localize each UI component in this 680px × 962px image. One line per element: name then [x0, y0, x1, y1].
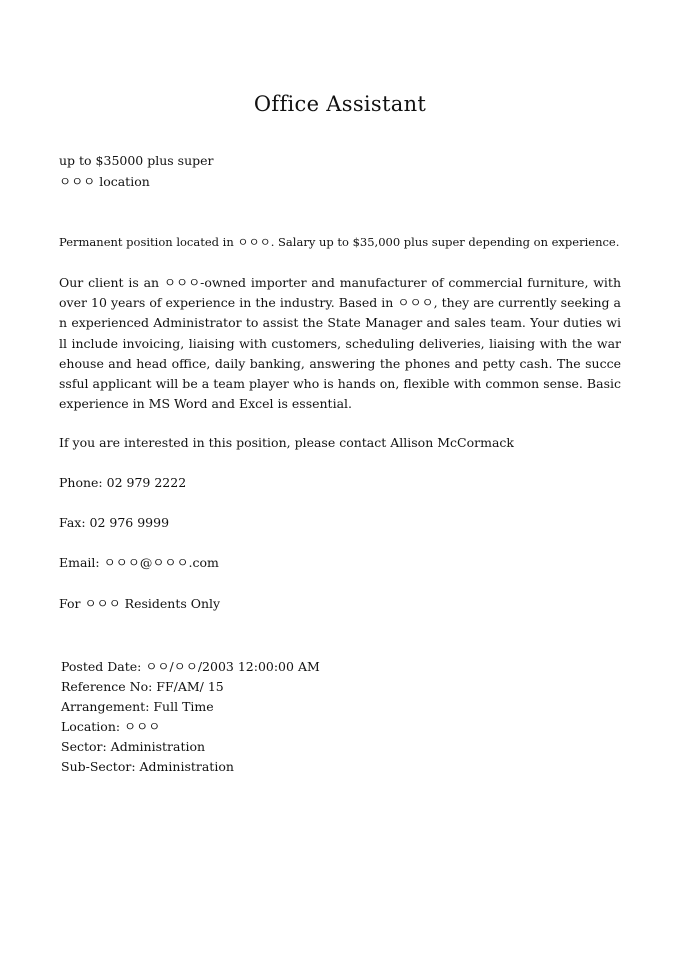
phone-line: Phone: 02 979 2222 [59, 475, 187, 490]
intro-paragraph [59, 232, 619, 252]
sector: Sector: Administration [61, 739, 206, 754]
description-paragraph: Our client is an ㅇㅇㅇ-owned importer and manufacturer of commercial furniture, with over 10 years of experience in the industry. Based in ㅇㅇㅇ, they are currently seeking an experienced Administrator to assist the State Manager and sales team. Your duties will include invoicing, liaising with customers, scheduling deliveries, liaising with the warehouse and head office, daily banking, answering the phones and petty cash. The successful applicant will be a team player who is hands on, flexible with common sense. Basic experience in MS Word and Excel is essential. [59, 275, 621, 412]
arrangement: Arrangement: Full Time [61, 699, 214, 714]
reference-number: Reference No: FF/AM/ 15 [61, 679, 224, 694]
residents-line: For ㅇㅇㅇ Residents Only [59, 596, 221, 611]
posted-date: Posted Date: ㅇㅇ/ㅇㅇ/2003 12:00:00 AM [61, 659, 320, 674]
fax-line: Fax: 02 976 9999 [59, 515, 170, 530]
email-line: Email: ㅇㅇㅇ@ㅇㅇㅇ.com [59, 555, 219, 570]
salary-line: up to $35000 plus super [59, 153, 214, 168]
page-title: Office Assistant [253, 92, 427, 116]
sub-sector: Sub-Sector: Administration [61, 759, 234, 774]
location: Location: ㅇㅇㅇ [61, 719, 161, 734]
contact-line: If you are interested in this position, please contact Allison McCormack [59, 435, 514, 450]
intro-text: Permanent position located in ㅇㅇㅇ. Salary up to $35,000 plus super depending on experience. [59, 235, 620, 249]
location-line: ㅇㅇㅇ location [59, 174, 150, 189]
